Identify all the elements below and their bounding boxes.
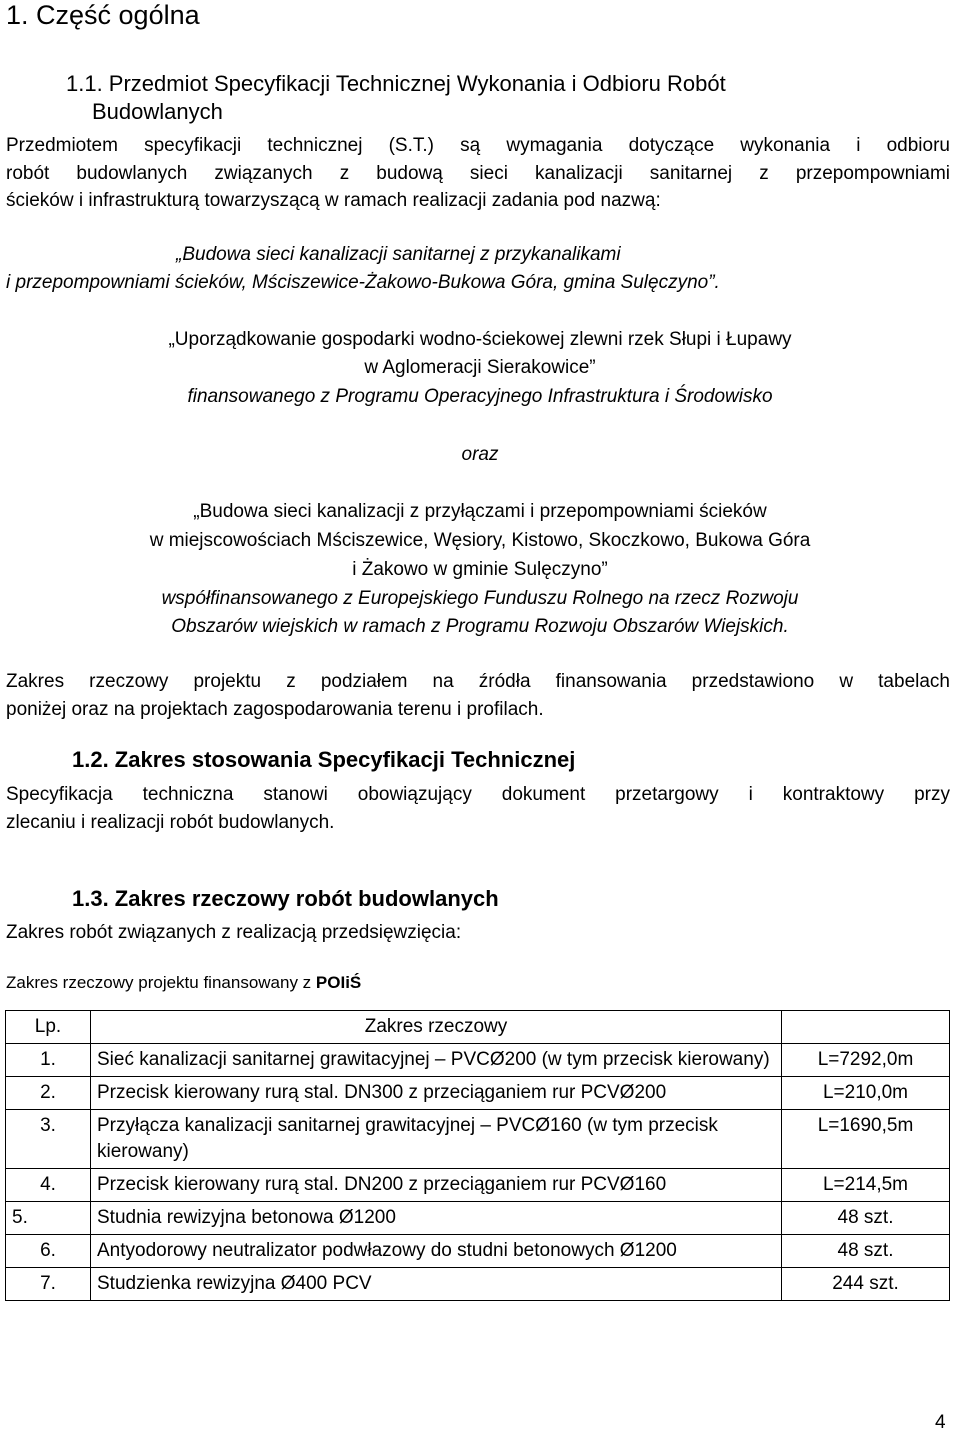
table-caption-program: POIiŚ [315, 973, 362, 992]
applicability-line-1: Specyfikacja techniczna stanowi obowiązujący dokument przetargowy i kontraktowy przy [6, 784, 950, 805]
applicability-line-2: zlecaniu i realizacji robót budowlanych. [6, 812, 335, 833]
oraz-connector: oraz [461, 444, 499, 465]
row-quantity: L=210,0m [782, 1077, 950, 1110]
row-quantity: L=1690,5m [782, 1110, 950, 1169]
row-lp: 6. [6, 1235, 91, 1268]
intro-line-1: Przedmiotem specyfikacji technicznej (S.T.) są wymagania dotyczące wykonania i odbioru [6, 135, 950, 156]
project2-funding-line-1: współfinansowanego z Europejskiego Funduszu Rolnego na rzecz Rozwoju [161, 588, 799, 609]
table-row [6, 1268, 950, 1301]
scope-table [5, 1010, 950, 1301]
row-description: Studzienka rewizyjna Ø400 PCV [91, 1268, 782, 1301]
project1-line-1: „Uporządkowanie gospodarki wodno-ściekowej zlewni rzek Słupi i Łupawy [168, 329, 792, 350]
task-name-line-2: i przepompowniami ścieków, Mściszewice-Żakowo-Bukowa Góra, gmina Sulęczyno”. [6, 272, 720, 293]
header-quantity [782, 1011, 950, 1044]
project1-line-2: w Aglomeracji Sierakowice” [364, 357, 596, 378]
project2-line-3: i Żakowo w gminie Sulęczyno” [352, 559, 608, 580]
intro-line-2: robót budowlanych związanych z budową sieci kanalizacji sanitarnej z przepompowniami [6, 163, 950, 184]
table-caption [6, 973, 361, 993]
subsection-heading-1-1-line2: Budowlanych [92, 99, 223, 124]
row-lp: 2. [6, 1077, 91, 1110]
section-heading-1: 1. Część ogólna [6, 0, 200, 30]
row-quantity: L=7292,0m [782, 1044, 950, 1077]
subsection-heading-1-3: 1.3. Zakres rzeczowy robót budowlanych [72, 886, 499, 911]
works-intro: Zakres robót związanych z realizacją przedsięwzięcia: [6, 922, 462, 943]
row-quantity: 48 szt. [782, 1202, 950, 1235]
header-lp: Lp. [6, 1011, 91, 1044]
project2-line-1: „Budowa sieci kanalizacji z przyłączami i przepompowniami ścieków [193, 501, 767, 522]
scope-paragraph-line-2: poniżej oraz na projektach zagospodarowania terenu i profilach. [6, 699, 544, 720]
project2-line-2: w miejscowościach Mściszewice, Węsiory, Kistowo, Skoczkowo, Bukowa Góra [149, 530, 811, 551]
row-lp: 4. [6, 1169, 91, 1202]
row-quantity: 48 szt. [782, 1235, 950, 1268]
row-lp: 7. [6, 1268, 91, 1301]
scope-paragraph-line-1: Zakres rzeczowy projektu z podziałem na źródła finansowania przedstawiono w tabelach [6, 671, 950, 692]
page-number: 4 [935, 1412, 946, 1433]
table-row [6, 1169, 950, 1202]
project1-funding: finansowanego z Programu Operacyjnego Infrastruktura i Środowisko [187, 386, 773, 407]
table-row [6, 1077, 950, 1110]
row-lp: 1. [6, 1044, 91, 1077]
row-quantity: 244 szt. [782, 1268, 950, 1301]
row-lp: 3. [6, 1110, 91, 1169]
table-header-row [6, 1011, 950, 1044]
table-row [6, 1202, 950, 1235]
header-scope: Zakres rzeczowy [91, 1011, 782, 1044]
row-lp: 5. [6, 1202, 91, 1235]
row-description: Przecisk kierowany rurą stal. DN200 z przeciąganiem rur PCVØ160 [91, 1169, 782, 1202]
subsection-heading-1-1-line1: 1.1. Przedmiot Specyfikacji Technicznej Wykonania i Odbioru Robót [66, 71, 726, 96]
row-description: Przyłącza kanalizacji sanitarnej grawitacyjnej – PVCØ160 (w tym przecisk kierowany) [91, 1110, 782, 1169]
table-row [6, 1044, 950, 1077]
subsection-heading-1-2: 1.2. Zakres stosowania Specyfikacji Technicznej [72, 747, 576, 772]
row-description: Antyodorowy neutralizator podwłazowy do studni betonowych Ø1200 [91, 1235, 782, 1268]
table-caption-text: Zakres rzeczowy projektu finansowany z [6, 973, 316, 992]
row-description: Studnia rewizyjna betonowa Ø1200 [91, 1202, 782, 1235]
row-description: Sieć kanalizacji sanitarnej grawitacyjnej – PVCØ200 (w tym przecisk kierowany) [91, 1044, 782, 1077]
table-row [6, 1235, 950, 1268]
intro-line-3: ścieków i infrastrukturą towarzyszącą w ramach realizacji zadania pod nazwą: [6, 190, 661, 211]
project2-funding-line-2: Obszarów wiejskich w ramach z Programu Rozwoju Obszarów Wiejskich. [171, 616, 789, 637]
table-row [6, 1110, 950, 1169]
row-quantity: L=214,5m [782, 1169, 950, 1202]
task-name-line-1: „Budowa sieci kanalizacji sanitarnej z przykanalikami [176, 244, 621, 265]
row-description: Przecisk kierowany rurą stal. DN300 z przeciąganiem rur PCVØ200 [91, 1077, 782, 1110]
